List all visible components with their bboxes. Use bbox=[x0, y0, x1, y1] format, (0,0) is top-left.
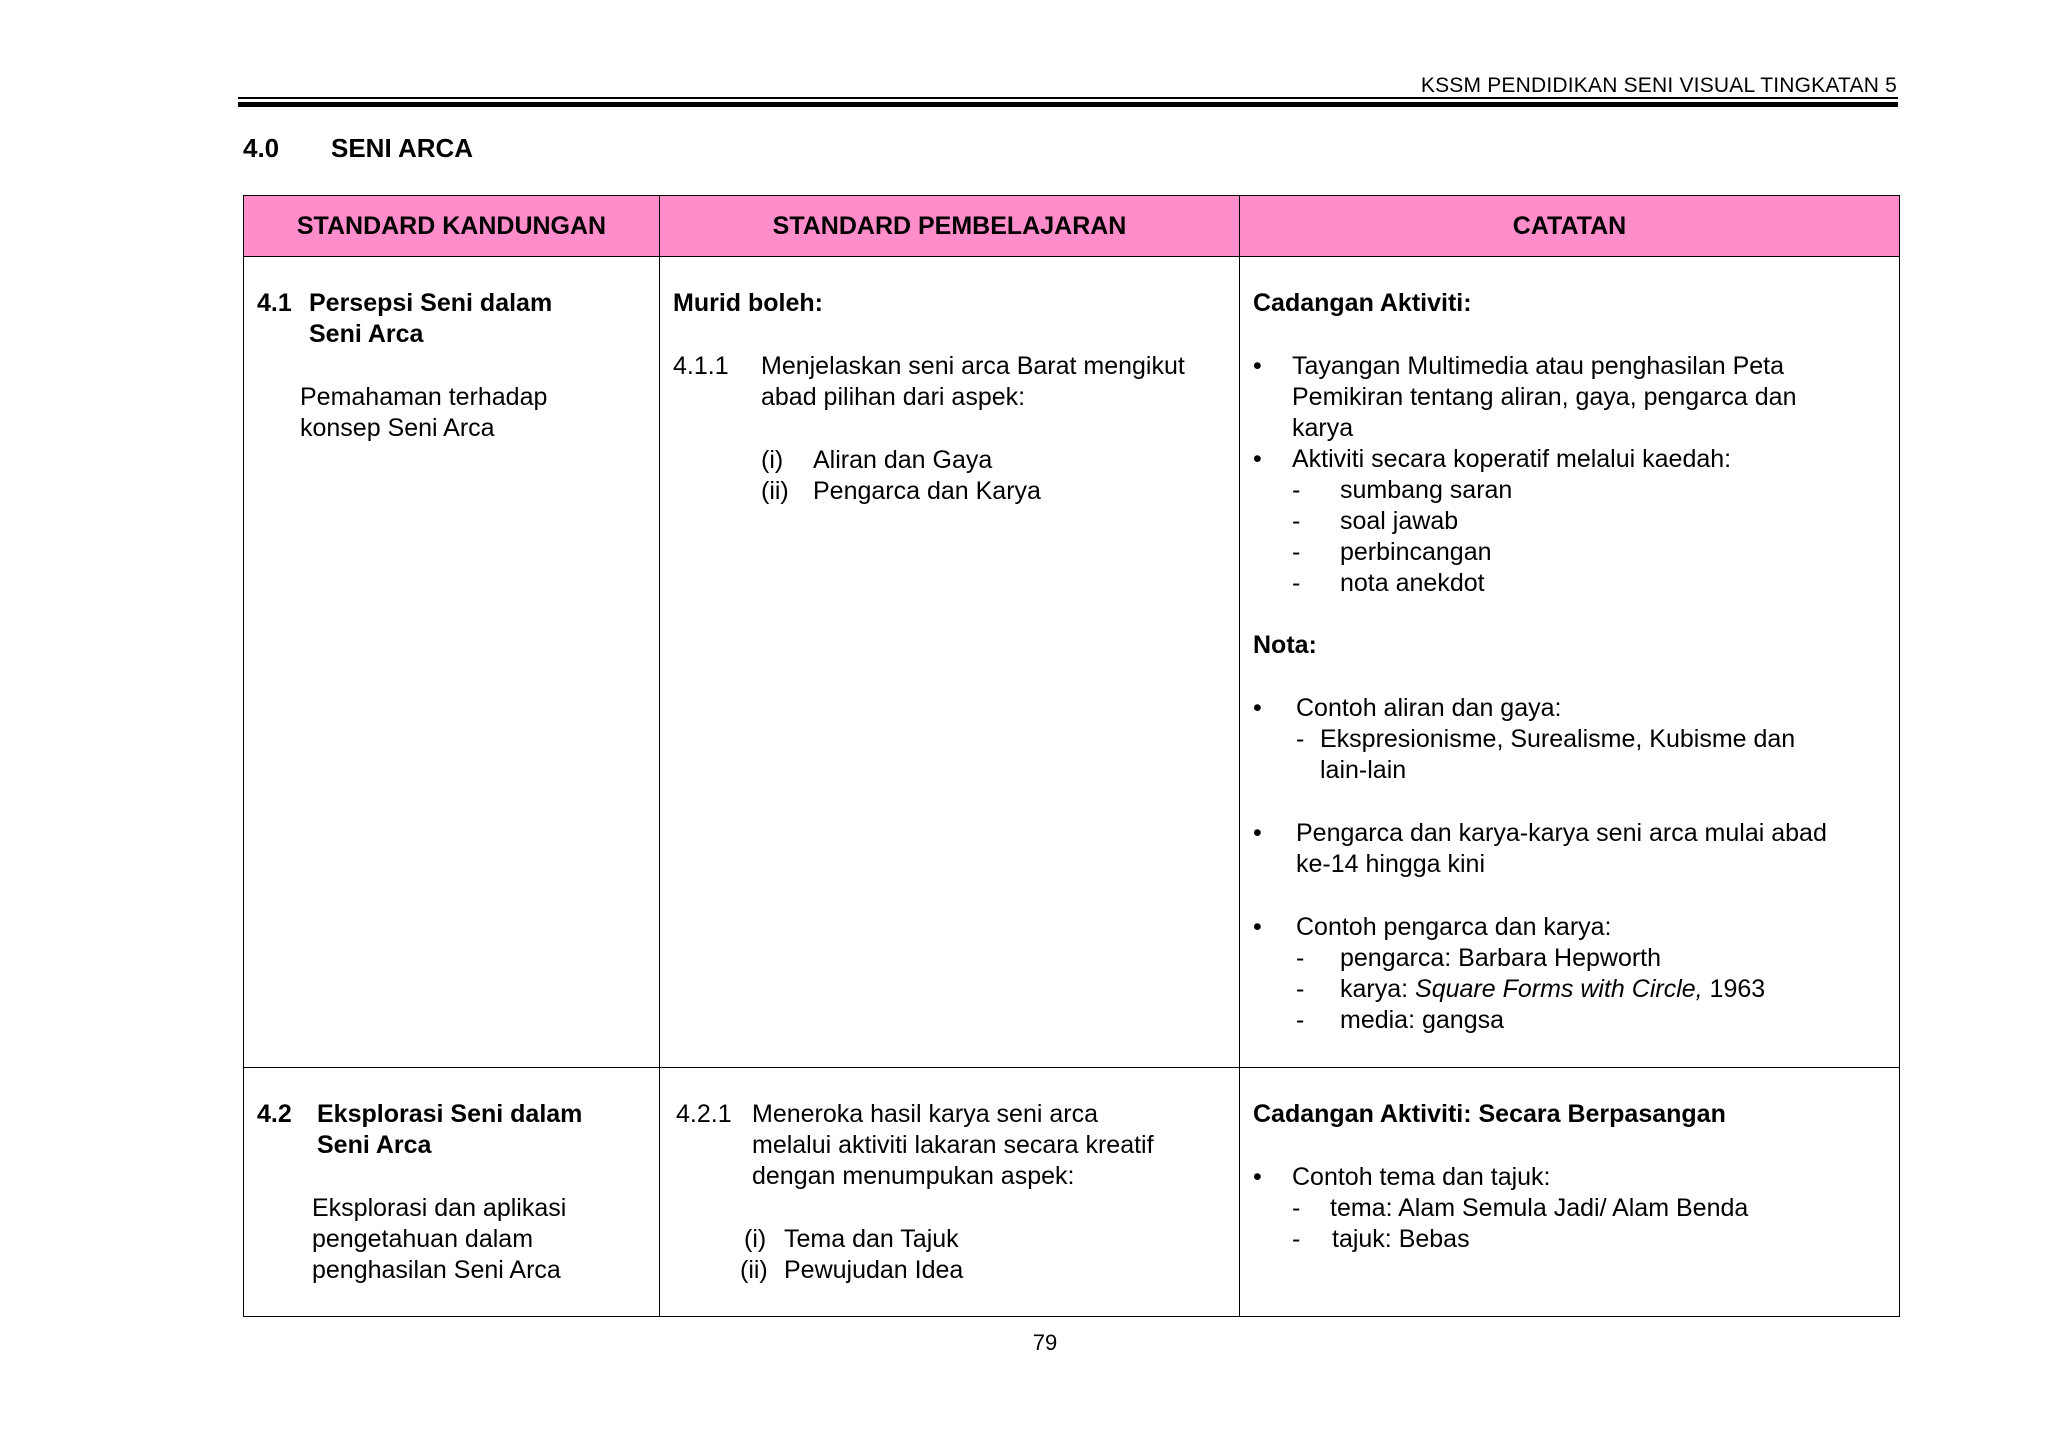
nota-sub-text: lain-lain bbox=[1320, 756, 1407, 784]
section-title: SENI ARCA bbox=[331, 133, 474, 163]
kandungan-description: penghasilan Seni Arca bbox=[312, 1256, 561, 1284]
kandungan-description: pengetahuan dalam bbox=[312, 1225, 534, 1253]
table-row bbox=[244, 1068, 1900, 1317]
kandungan-description: Eksplorasi dan aplikasi bbox=[312, 1194, 567, 1222]
cell-catatan-4-1 bbox=[1240, 257, 1900, 1068]
pembelajaran-text: melalui aktiviti lakaran secara kreatif bbox=[752, 1131, 1154, 1159]
artwork-label: karya: bbox=[1340, 975, 1416, 1003]
dash-icon: - bbox=[1292, 569, 1301, 597]
pembelajaran-code: 4.1.1 bbox=[673, 352, 729, 380]
kandungan-title: Eksplorasi Seni dalam bbox=[317, 1100, 583, 1128]
column-header-pembelajaran: STANDARD PEMBELAJARAN bbox=[660, 196, 1240, 257]
cell-catatan-4-2 bbox=[1240, 1068, 1900, 1317]
bullet-icon: • bbox=[1253, 913, 1262, 941]
list-item-marker: (ii) bbox=[740, 1256, 768, 1284]
kandungan-title: Seni Arca bbox=[317, 1131, 432, 1159]
kandungan-title: Seni Arca bbox=[309, 320, 424, 348]
kandungan-number: 4.2 bbox=[257, 1100, 292, 1128]
cell-pembelajaran-4-1 bbox=[660, 257, 1240, 1068]
artwork-title: Square Forms with Circle, bbox=[1415, 975, 1703, 1003]
table-header-row bbox=[244, 196, 1900, 257]
kandungan-description: konsep Seni Arca bbox=[300, 414, 495, 442]
bullet-icon: • bbox=[1253, 352, 1262, 380]
document-header-title: KSSM PENDIDIKAN SENI VISUAL TINGKATAN 5 bbox=[1420, 74, 1897, 97]
header-rule-thin bbox=[238, 97, 1898, 99]
list-item bbox=[1340, 974, 1765, 1005]
nota-bullet-text: Contoh aliran dan gaya: bbox=[1296, 694, 1562, 722]
pembelajaran-code: 4.2.1 bbox=[676, 1100, 732, 1128]
catatan-heading: Cadangan Aktiviti: bbox=[1253, 289, 1472, 317]
list-item: sumbang saran bbox=[1340, 476, 1513, 504]
catatan-bullet-text: Tayangan Multimedia atau penghasilan Peta bbox=[1292, 352, 1785, 380]
list-item: media: gangsa bbox=[1340, 1006, 1505, 1034]
dash-icon: - bbox=[1292, 507, 1301, 535]
list-item: Tema dan Tajuk bbox=[784, 1225, 959, 1253]
catatan-bullet-text: Contoh tema dan tajuk: bbox=[1292, 1163, 1551, 1191]
list-item: Pengarca dan Karya bbox=[813, 477, 1041, 505]
list-item: pengarca: Barbara Hepworth bbox=[1340, 944, 1662, 972]
bullet-icon: • bbox=[1253, 445, 1262, 473]
list-item: Aliran dan Gaya bbox=[813, 446, 993, 474]
section-number: 4.0 bbox=[243, 133, 280, 163]
list-item-marker: (i) bbox=[744, 1225, 767, 1253]
page-number: 79 bbox=[1032, 1330, 1058, 1355]
header-rule-thick bbox=[238, 102, 1898, 107]
table-row bbox=[244, 257, 1900, 1068]
catatan-bullet-text: karya bbox=[1292, 414, 1354, 442]
catatan-bullet-text: Aktiviti secara koperatif melalui kaedah: bbox=[1292, 445, 1732, 473]
pembelajaran-text: dengan menumpukan aspek: bbox=[752, 1162, 1075, 1190]
list-item: soal jawab bbox=[1340, 507, 1459, 535]
cell-kandungan-4-2 bbox=[244, 1068, 660, 1317]
list-item: perbincangan bbox=[1340, 538, 1492, 566]
nota-heading: Nota: bbox=[1253, 631, 1317, 659]
dash-icon: - bbox=[1296, 944, 1305, 972]
bullet-icon: • bbox=[1253, 1163, 1262, 1191]
pembelajaran-text: Meneroka hasil karya seni arca bbox=[752, 1100, 1098, 1128]
list-item: Pewujudan Idea bbox=[784, 1256, 964, 1284]
list-item: nota anekdot bbox=[1340, 569, 1485, 597]
list-item-marker: (ii) bbox=[761, 477, 789, 505]
dash-icon: - bbox=[1296, 1006, 1305, 1034]
column-header-kandungan: STANDARD KANDUNGAN bbox=[244, 196, 660, 257]
kandungan-title: Persepsi Seni dalam bbox=[309, 289, 553, 317]
nota-bullet-text: Pengarca dan karya-karya seni arca mulai abad bbox=[1296, 819, 1827, 847]
section-heading bbox=[243, 133, 473, 164]
bullet-icon: • bbox=[1253, 694, 1262, 722]
catatan-heading: Cadangan Aktiviti: Secara Berpasangan bbox=[1253, 1100, 1726, 1128]
pembelajaran-text: Menjelaskan seni arca Barat mengikut bbox=[761, 352, 1185, 380]
kandungan-number: 4.1 bbox=[257, 289, 292, 317]
column-header-catatan: CATATAN bbox=[1240, 196, 1900, 257]
kandungan-description: Pemahaman terhadap bbox=[300, 383, 548, 411]
dash-icon: - bbox=[1292, 1225, 1301, 1253]
cell-pembelajaran-4-2 bbox=[660, 1068, 1240, 1317]
bullet-icon: • bbox=[1253, 819, 1262, 847]
artwork-year: 1963 bbox=[1702, 975, 1766, 1003]
pembelajaran-text: abad pilihan dari aspek: bbox=[761, 383, 1026, 411]
catatan-bullet-text: Pemikiran tentang aliran, gaya, pengarca dan bbox=[1292, 383, 1797, 411]
nota-bullet-text: Contoh pengarca dan karya: bbox=[1296, 913, 1612, 941]
dash-icon: - bbox=[1292, 1194, 1301, 1222]
cell-kandungan-4-1 bbox=[244, 257, 660, 1068]
curriculum-table bbox=[243, 195, 1900, 1317]
dash-icon: - bbox=[1296, 975, 1305, 1003]
nota-sub-text: Ekspresionisme, Surealisme, Kubisme dan bbox=[1320, 725, 1796, 753]
list-item: tajuk: Bebas bbox=[1332, 1225, 1470, 1253]
list-item-marker: (i) bbox=[761, 446, 784, 474]
list-item: tema: Alam Semula Jadi/ Alam Benda bbox=[1330, 1194, 1749, 1222]
pembelajaran-intro: Murid boleh: bbox=[673, 289, 823, 317]
dash-icon: - bbox=[1296, 725, 1305, 753]
nota-bullet-text: ke-14 hingga kini bbox=[1296, 850, 1486, 878]
dash-icon: - bbox=[1292, 538, 1301, 566]
dash-icon: - bbox=[1292, 476, 1301, 504]
